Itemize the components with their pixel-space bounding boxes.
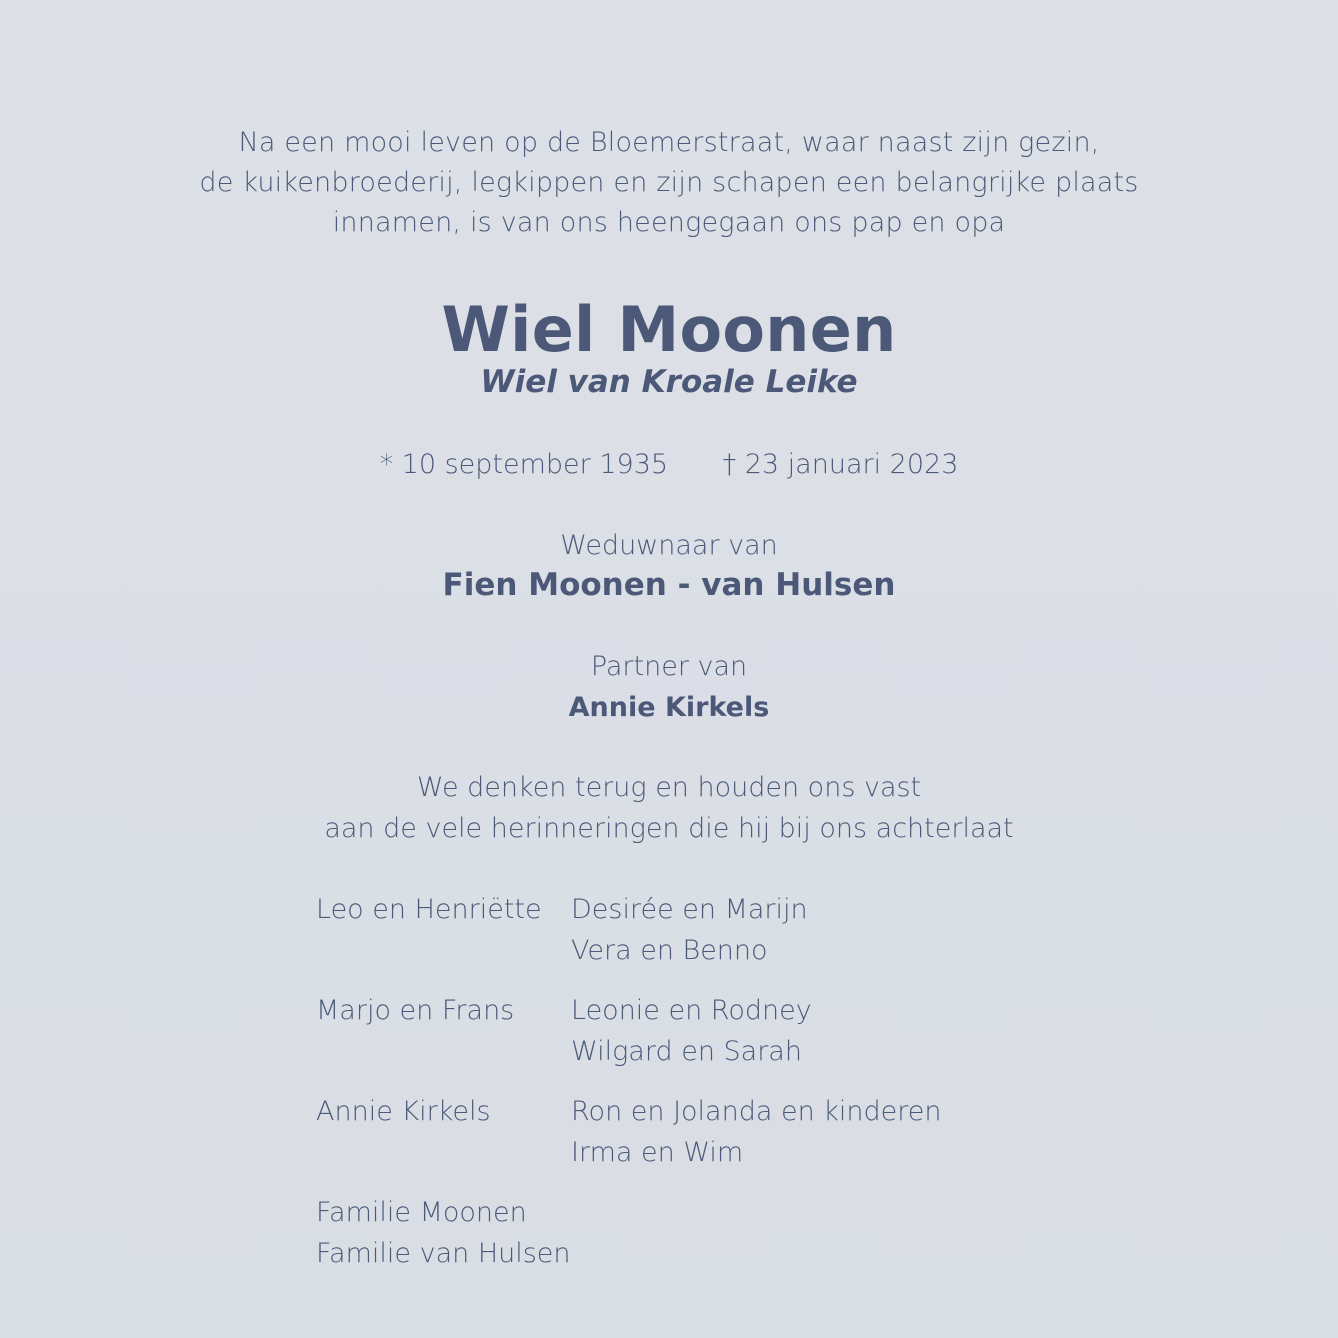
memory-line: We denken terug en houden ons vast bbox=[416, 772, 922, 803]
family-group bbox=[316, 1091, 942, 1173]
family-grandchildren bbox=[571, 889, 808, 971]
death-date: † 23 januari 2023 bbox=[722, 449, 959, 480]
intro-line: Na een mooi leven op de Bloemerstraat, waar naast zijn gezin, bbox=[238, 127, 1100, 158]
intro-line: de kuikenbroederij, legkippen en zijn schapen een belangrijke plaats bbox=[199, 167, 1139, 198]
family-grandchild: Irma en Wim bbox=[571, 1137, 744, 1168]
family-grandchild: Leonie en Rodney bbox=[571, 995, 812, 1026]
deceased-name: Wiel Moonen bbox=[441, 293, 897, 366]
family-closing bbox=[316, 1192, 942, 1274]
widower-name: Fien Moonen - van Hulsen bbox=[442, 567, 896, 603]
family-grandchild: Wilgard en Sarah bbox=[571, 1036, 802, 1067]
family-grandchildren bbox=[571, 1091, 942, 1173]
memory-text bbox=[0, 767, 1338, 849]
family-group bbox=[316, 990, 942, 1072]
family-child: Marjo en Frans bbox=[316, 995, 515, 1026]
family-child: Leo en Henriëtte bbox=[316, 894, 542, 925]
intro-text bbox=[0, 123, 1338, 243]
family-child: Annie Kirkels bbox=[316, 1096, 491, 1127]
partner-label: Partner van bbox=[590, 651, 748, 682]
family-grandchild: Ron en Jolanda en kinderen bbox=[571, 1096, 942, 1127]
intro-line: innamen, is van ons heengegaan ons pap en opa bbox=[332, 207, 1006, 238]
family-list bbox=[316, 889, 942, 1274]
family-grandchild: Vera en Benno bbox=[571, 935, 768, 966]
partner-name: Annie Kirkels bbox=[568, 692, 770, 723]
family-grandchildren bbox=[571, 990, 812, 1072]
family-grandchild: Desirée en Marijn bbox=[571, 894, 808, 925]
family-group bbox=[316, 889, 942, 971]
memory-line: aan de vele herinneringen die hij bij ons achterlaat bbox=[324, 813, 1014, 844]
deceased-nickname: Wiel van Kroale Leike bbox=[480, 364, 858, 400]
family-closing-names bbox=[316, 1192, 571, 1274]
family-closing-line: Familie Moonen bbox=[316, 1197, 527, 1228]
family-closing-line: Familie van Hulsen bbox=[316, 1238, 571, 1269]
birth-date: * 10 september 1935 bbox=[379, 449, 669, 480]
life-dates bbox=[0, 445, 1338, 485]
widower-label: Weduwnaar van bbox=[560, 530, 778, 561]
